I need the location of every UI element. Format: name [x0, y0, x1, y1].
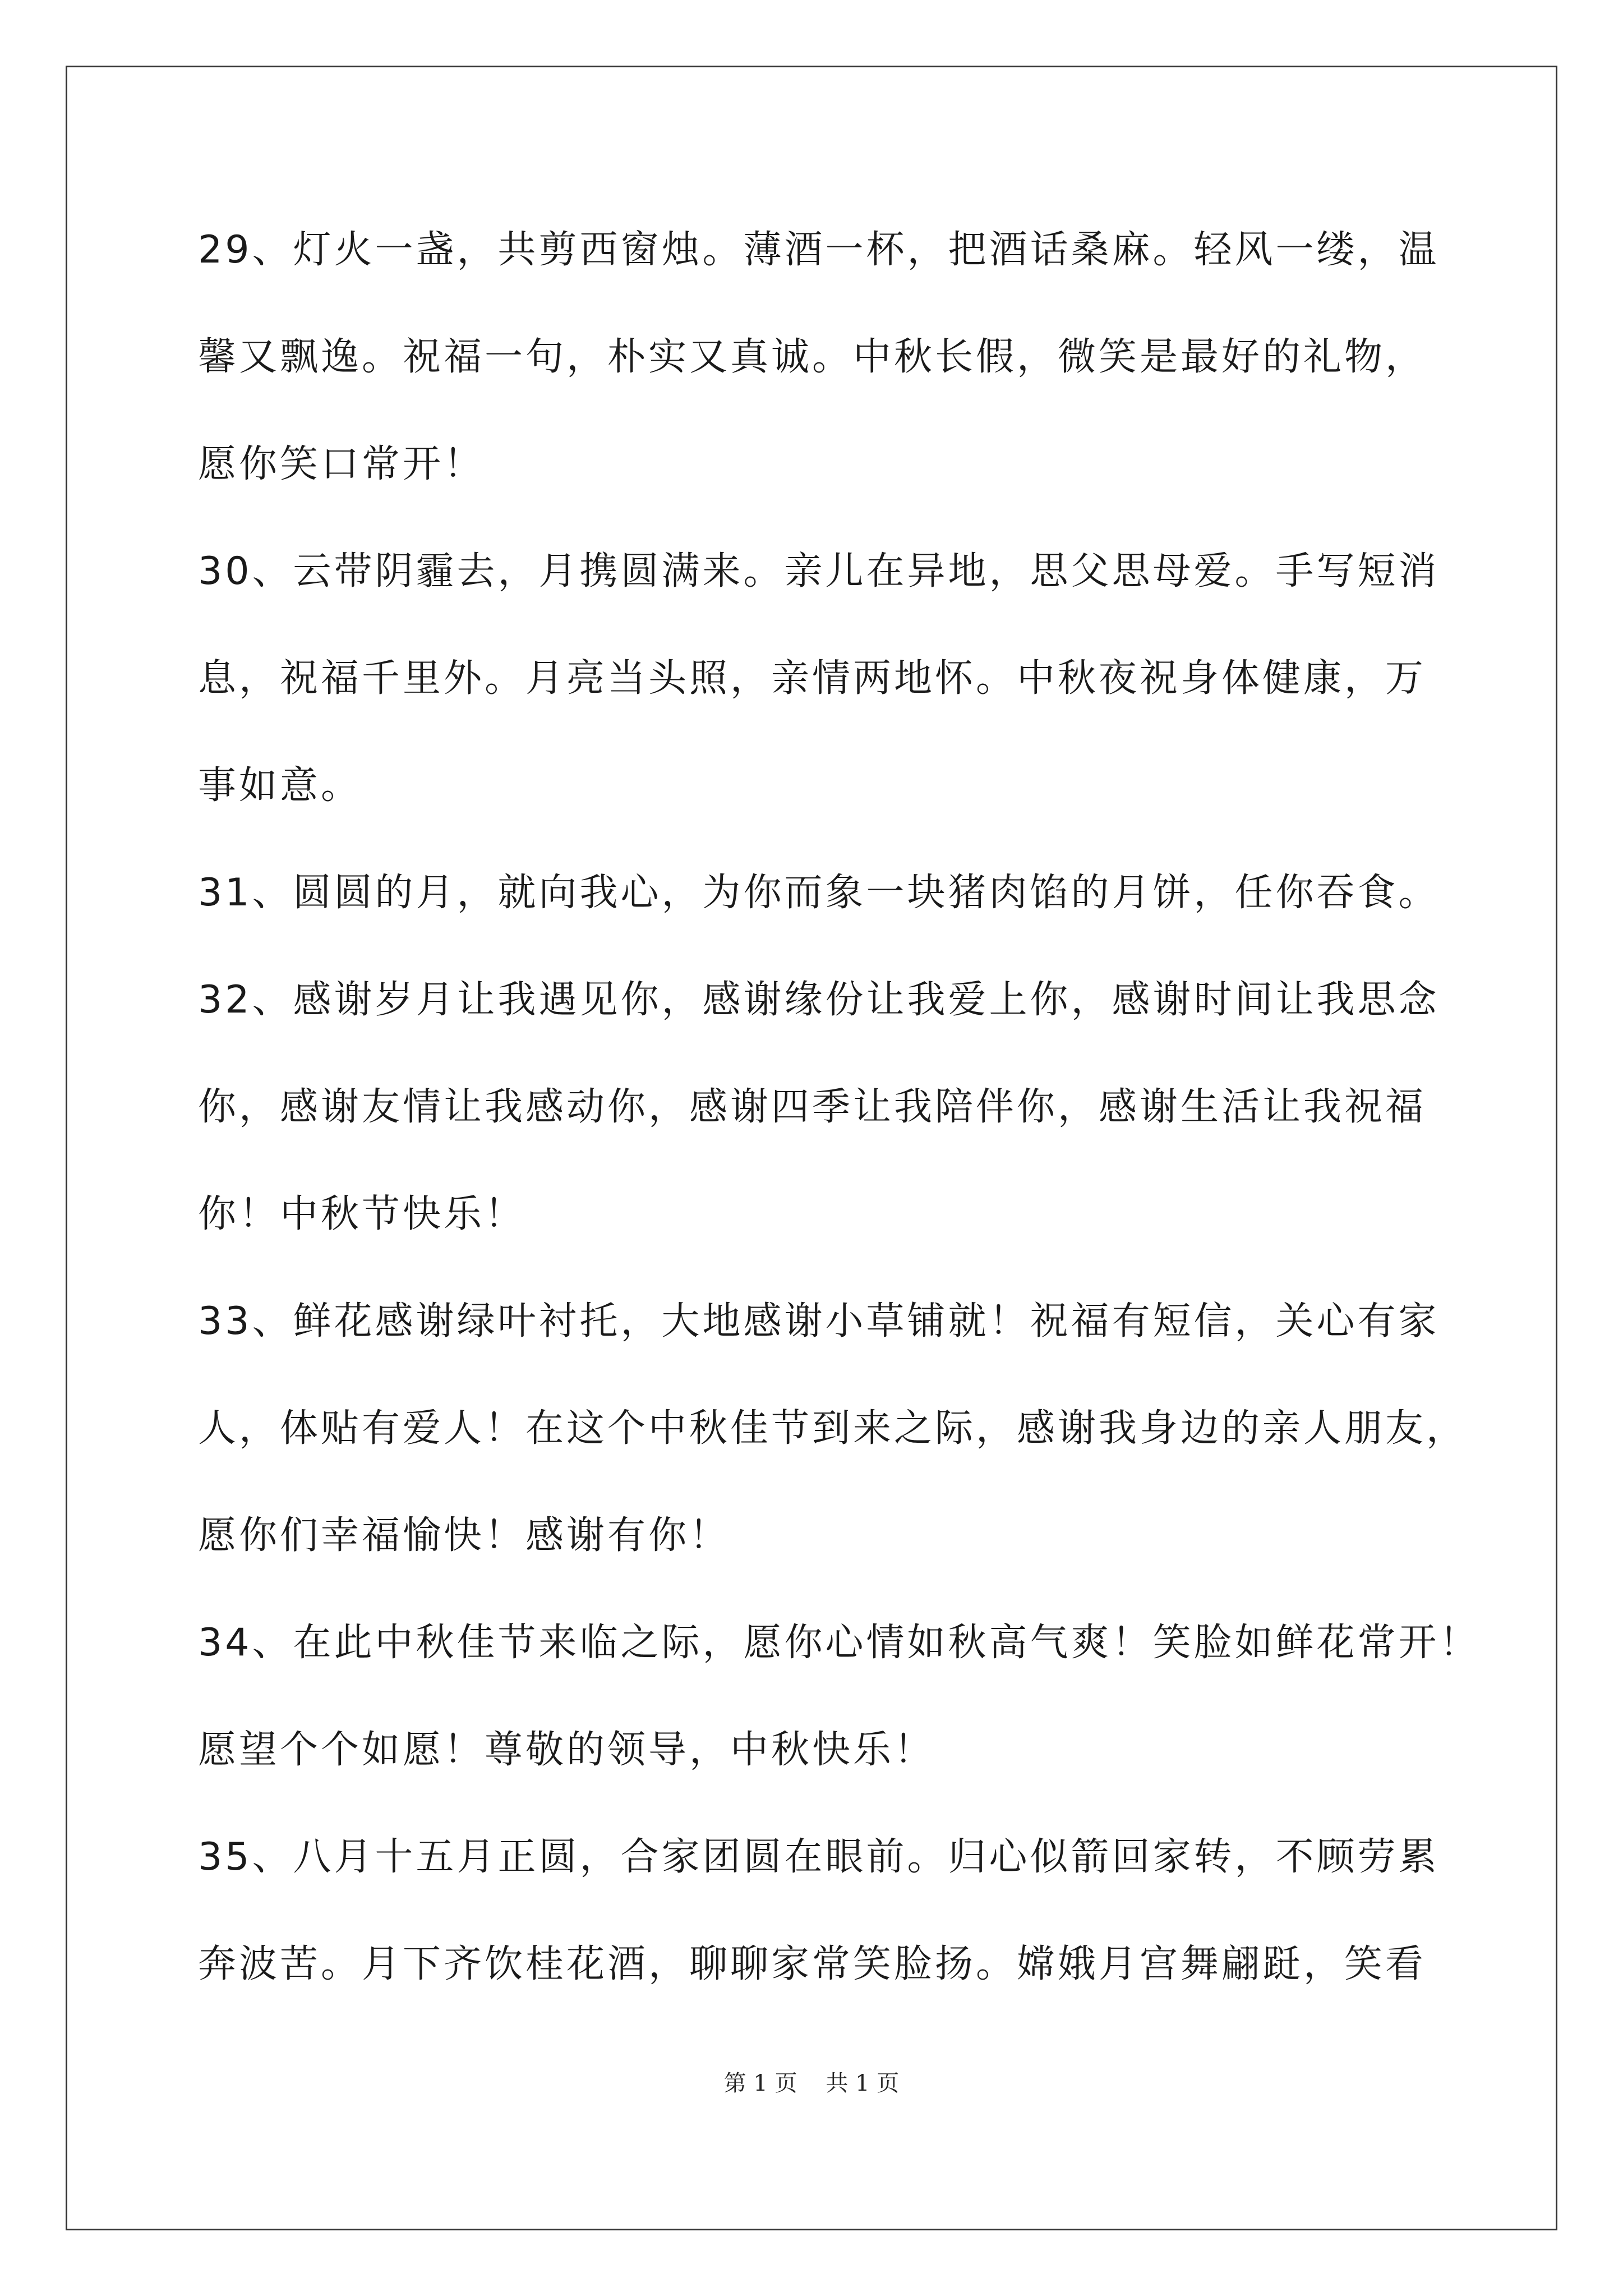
text-line: 你！中秋节快乐！: [198, 1192, 526, 1236]
text-line: 事如意。: [198, 763, 362, 808]
text-line: 31、圆圆的月，就向我心，为你而象一块猪肉馅的月饼，任你吞食。: [198, 871, 1440, 915]
page-number-footer: 第 1 页 共 1 页: [723, 2070, 900, 2096]
text-line: 29、灯火一盏，共剪西窗烛。薄酒一杯，把酒话桑麻。轻风一缕，温: [198, 228, 1440, 272]
text-line: 33、鲜花感谢绿叶衬托，大地感谢小草铺就！祝福有短信，关心有家: [198, 1299, 1440, 1343]
text-line: 34、在此中秋佳节来临之际，愿你心情如秋高气爽！笑脸如鲜花常开！: [198, 1621, 1481, 1665]
document-body: [198, 214, 1481, 2036]
text-line: 愿你笑口常开！: [198, 442, 485, 486]
text-line: 人，体贴有爱人！在这个中秋佳节到来之际，感谢我身边的亲人朋友，: [198, 1406, 1468, 1451]
text-line: 愿望个个如愿！尊敬的领导，中秋快乐！: [198, 1728, 935, 1772]
text-line: 32、感谢岁月让我遇见你，感谢缘份让我爱上你，感谢时间让我思念: [198, 978, 1440, 1022]
text-line: 30、云带阴霾去，月携圆满来。亲儿在异地，思父思母爱。手写短消: [198, 549, 1440, 593]
text-line: 馨又飘逸。祝福一句，朴实又真诚。中秋长假，微笑是最好的礼物，: [198, 335, 1427, 379]
text-line: 息，祝福千里外。月亮当头照，亲情两地怀。中秋夜祝身体健康，万: [198, 656, 1427, 701]
text-line: 35、八月十五月正圆，合家团圆在眼前。归心似箭回家转，不顾劳累: [198, 1835, 1440, 1879]
text-line: 你，感谢友情让我感动你，感谢四季让我陪伴你，感谢生活让我祝福: [198, 1085, 1427, 1129]
text-line: 奔波苦。月下齐饮桂花酒，聊聊家常笑脸扬。嫦娥月宫舞翩跹，笑看: [198, 1942, 1427, 1986]
text-line: 愿你们幸福愉快！感谢有你！: [198, 1513, 731, 1558]
